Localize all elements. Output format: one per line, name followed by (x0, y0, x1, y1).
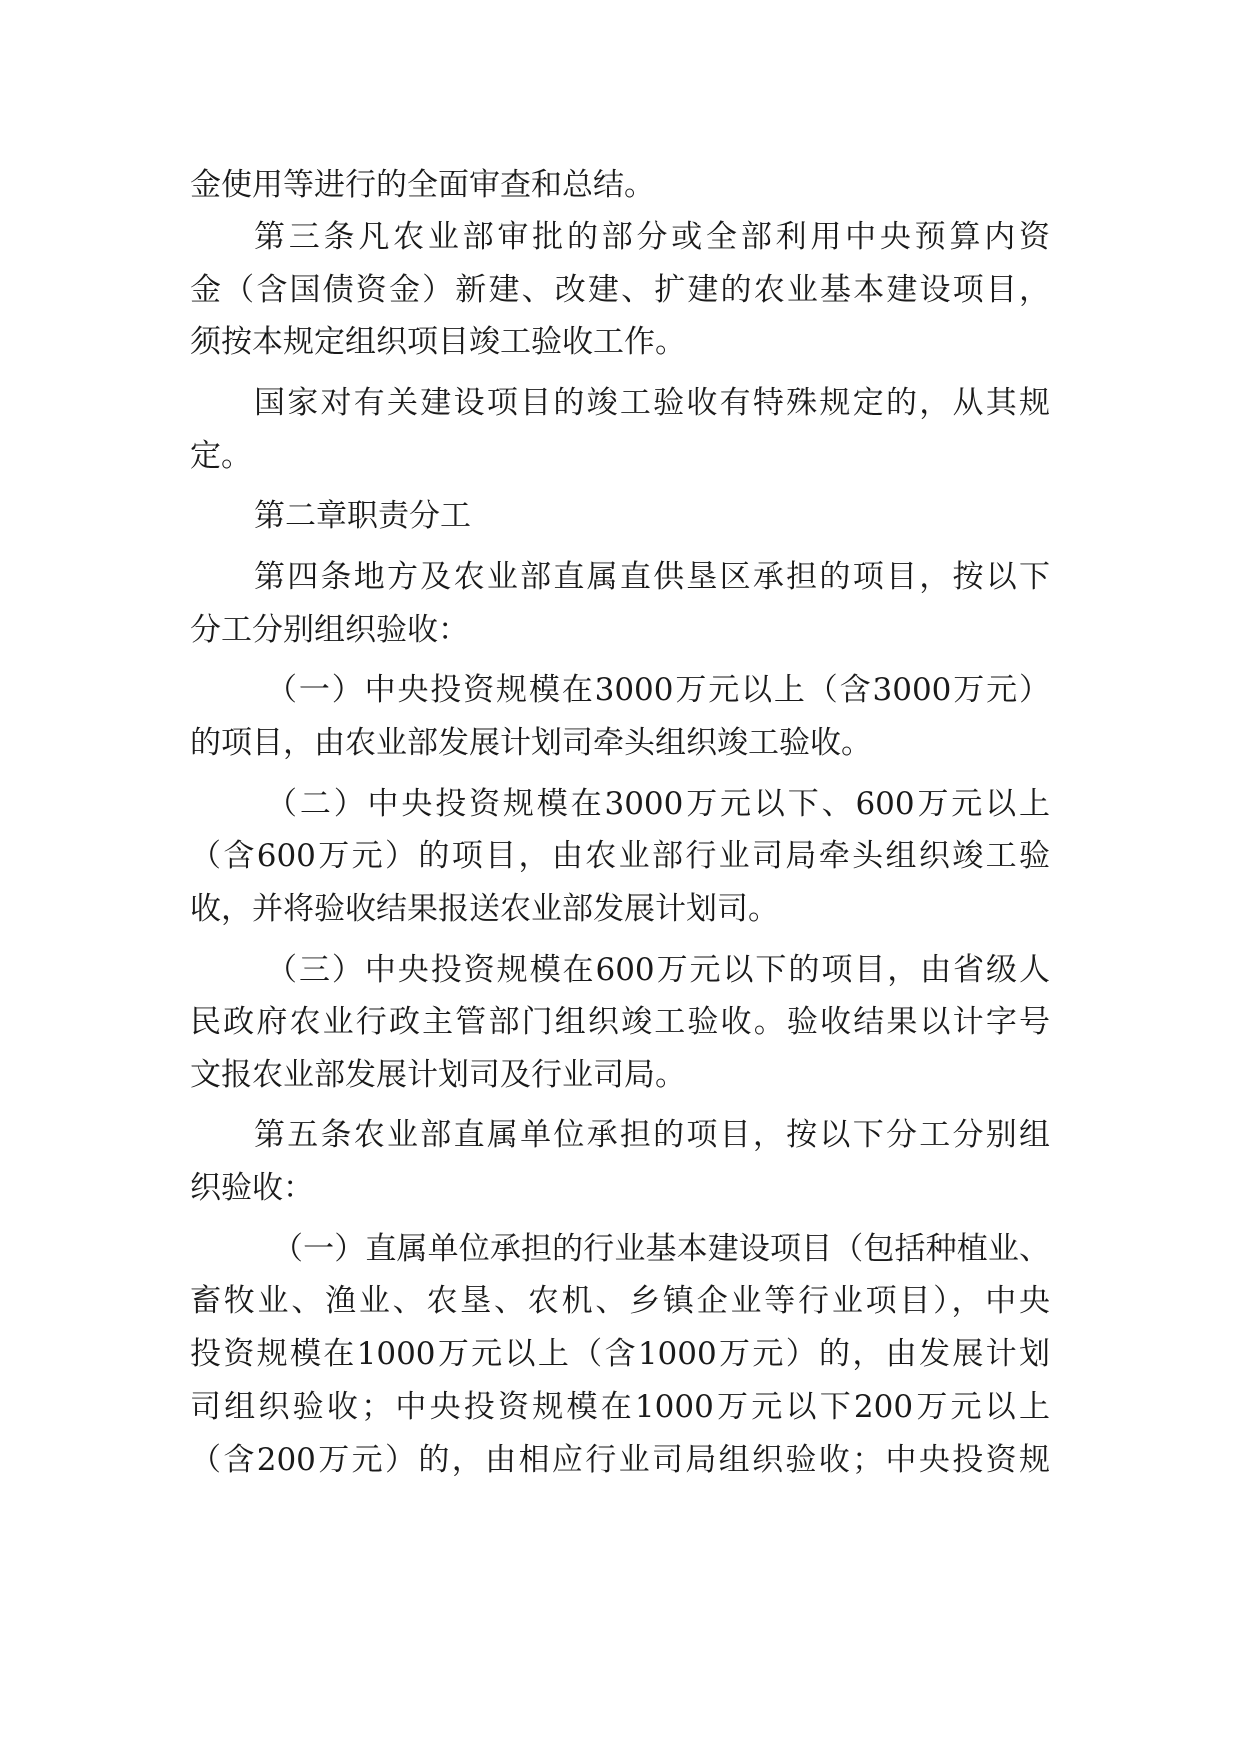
text-line: 国家对有关建设项目的竣工验收有特殊规定的，从其规 (254, 385, 1050, 421)
text-line: （二）中央投资规模在3000万元以下、600万元以上 (266, 786, 1050, 822)
text-line: 分工分别组织验收： (190, 612, 469, 648)
text-line: 金使用等进行的全面审查和总结。 (190, 167, 655, 203)
text-line: 须按本规定组织项目竣工验收工作。 (190, 324, 686, 360)
text-line: 投资规模在1000万元以上（含1000万元）的，由发展计划 (190, 1336, 1050, 1372)
text-line: 第三条凡农业部审批的部分或全部利用中央预算内资 (254, 219, 1050, 255)
text-line: 收，并将验收结果报送农业部发展计划司。 (190, 891, 779, 927)
text-line: 畜牧业、渔业、农垦、农机、乡镇企业等行业项目），中央 (190, 1283, 1050, 1319)
text-line: 第五条农业部直属单位承担的项目，按以下分工分别组 (254, 1117, 1050, 1153)
text-line: 司组织验收；中央投资规模在1000万元以下200万元以上 (190, 1389, 1050, 1425)
text-line: 金（含国债资金）新建、改建、扩建的农业基本建设项目， (190, 272, 1050, 308)
text-line: （一）中央投资规模在3000万元以上（含3000万元） (266, 672, 1050, 708)
text-line: 民政府农业行政主管部门组织竣工验收。验收结果以计字号 (190, 1004, 1050, 1040)
chapter-heading: 第二章职责分工 (254, 498, 471, 534)
text-line: （三）中央投资规模在600万元以下的项目，由省级人 (266, 952, 1050, 988)
text-line: 定。 (190, 438, 252, 474)
text-line: 第四条地方及农业部直属直供垦区承担的项目，按以下 (254, 559, 1050, 595)
text-line: 文报农业部发展计划司及行业司局。 (190, 1057, 686, 1093)
text-line: 织验收： (190, 1170, 314, 1206)
text-line: （含600万元）的项目，由农业部行业司局牵头组织竣工验 (190, 838, 1050, 874)
text-line: 的项目，由农业部发展计划司牵头组织竣工验收。 (190, 725, 872, 761)
text-line: （含200万元）的，由相应行业司局组织验收；中央投资规 (190, 1442, 1050, 1478)
text-line: （一）直属单位承担的行业基本建设项目（包括种植业、 (272, 1231, 1050, 1267)
